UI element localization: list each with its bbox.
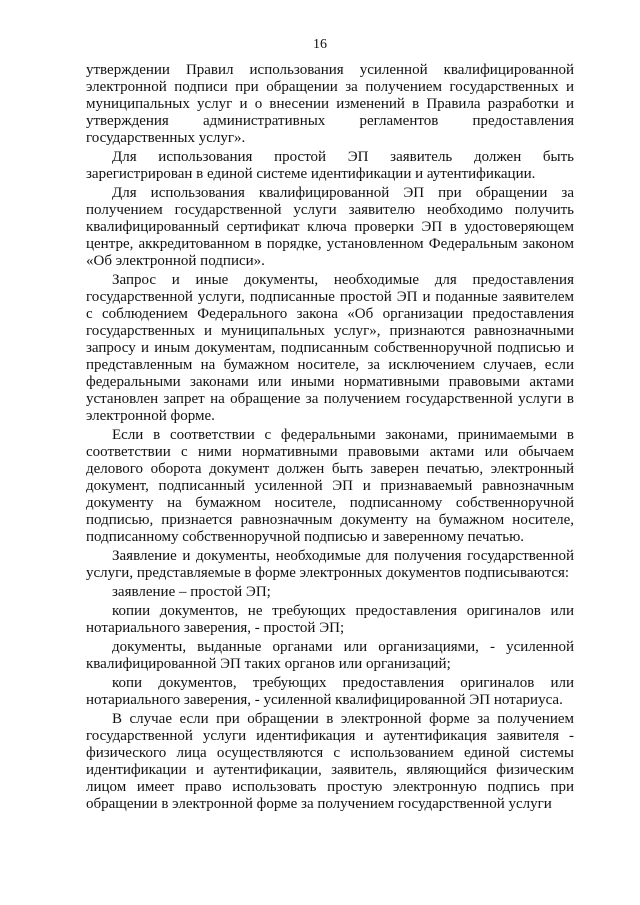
list-item: документы, выданные органами или организациями, - усиленной квалифицированной ЭП таких органов или организаций; — [86, 639, 574, 672]
paragraph: утверждении Правил использования усиленной квалифицированной электронной подписи при обращении за получением государственных и муниципальных услуг и о внесении изменений в Правила разработки и утверждения административных регламентов предоставления государственных услуг». — [86, 62, 574, 146]
paragraph: В случае если при обращении в электронной форме за получением государственной услуги идентификация и аутентификация заявителя - физического лица осуществляются с использованием единой системы идентификации и аутентификации, заявитель, являющийся физическим лицом имеет право использовать простую электронную подпись при обращении в электронной форме за получением государственной услуги — [86, 711, 574, 812]
list-item: копии документов, не требующих предоставления оригиналов или нотариального заверения, - простой ЭП; — [86, 603, 574, 636]
paragraph: Заявление и документы, необходимые для получения государственной услуги, представляемые в форме электронных документов подписываются: — [86, 548, 574, 581]
list-item: копи документов, требующих предоставления оригиналов или нотариального заверения, - усиленной квалифицированной ЭП нотариуса. — [86, 675, 574, 708]
paragraph: Для использования квалифицированной ЭП при обращении за получением государственной услуги заявителю необходимо получить квалифицированный сертификат ключа проверки ЭП в удостоверяющем центре, аккредитованном в порядке, установленном Федеральным законом «Об электронной подписи». — [86, 185, 574, 269]
list-item: заявление – простой ЭП; — [112, 584, 271, 600]
page-number: 16 — [313, 37, 327, 52]
document-body — [86, 62, 574, 815]
paragraph: Для использования простой ЭП заявитель должен быть зарегистрирован в единой системе идентификации и аутентификации. — [86, 149, 574, 182]
paragraph: Если в соответствии с федеральными законами, принимаемыми в соответствии с ними нормативными правовыми актами или обычаем делового оборота документ должен быть заверен печатью, электронный документ, подписанный усиленной ЭП и признаваемый равнозначным документу на бумажном носителе, подписанному собственноручной подписью, признается равнозначным документу на бумажном носителе, подписанному собственноручной подписью и заверенному печатью. — [86, 427, 574, 545]
paragraph: Запрос и иные документы, необходимые для предоставления государственной услуги, подписанные простой ЭП и поданные заявителем с соблюдением Федерального закона «Об организации предоставления государственных и муниципальных услуг», признаются равнозначными запросу и иным документам, подписанным собственноручной подписью и представленным на бумажном носителе, за исключением случаев, если федеральными законами или иными нормативными правовыми актами установлен запрет на обращение за получением государственной услуги в электронной форме. — [86, 272, 574, 424]
